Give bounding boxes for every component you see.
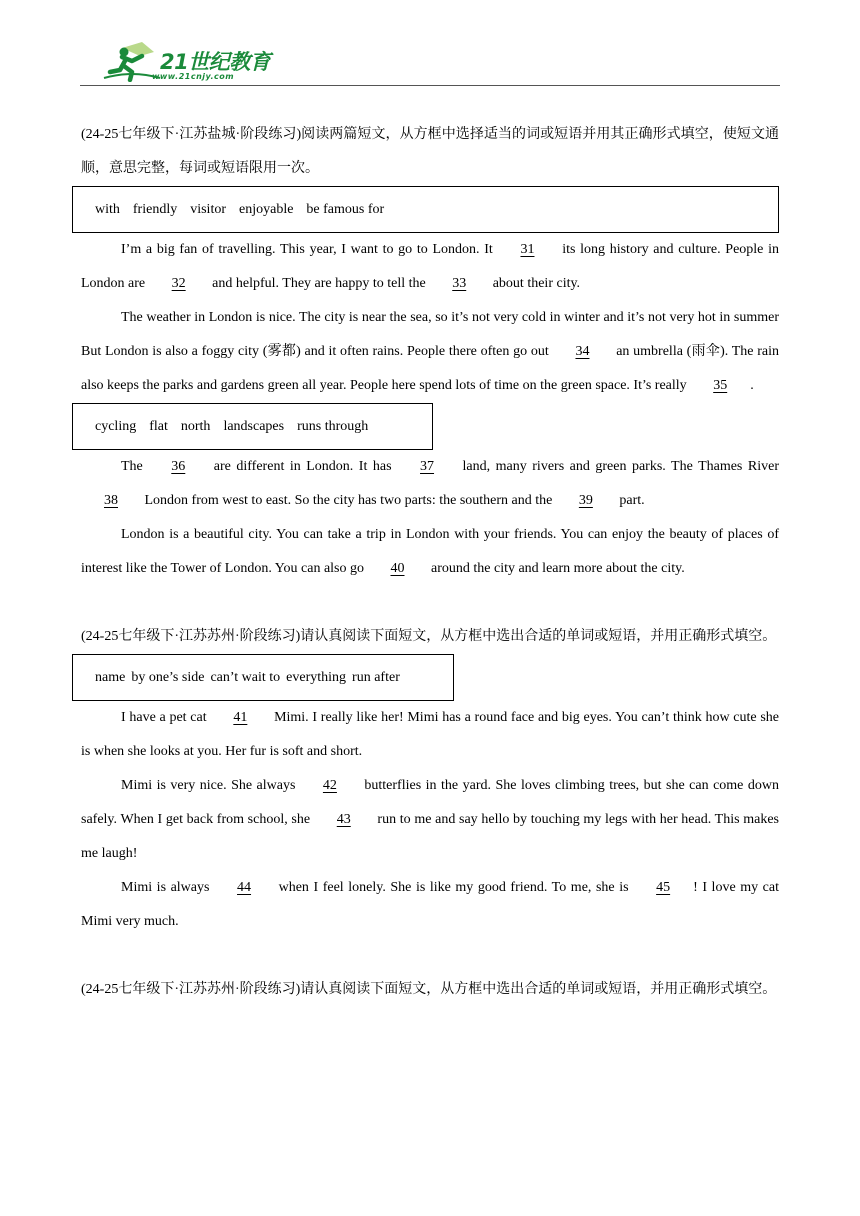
word-box-item: north bbox=[180, 418, 211, 434]
text-run: around the city and learn more about the city. bbox=[427, 561, 685, 576]
paragraph bbox=[81, 701, 779, 769]
text-run: and helpful. They are happy to tell the bbox=[208, 276, 430, 291]
text-run: Mimi. I really like her! Mimi has a round face and big eyes. You can’t think how cute she is when she looks at you. Her fur is soft and short. bbox=[81, 710, 779, 759]
word-box bbox=[72, 186, 779, 233]
answer-blank: 41 bbox=[233, 710, 248, 725]
text-run: Mimi is always bbox=[121, 880, 215, 895]
text-run: I’m a big fan of travelling. This year, I want to go to London. It bbox=[121, 242, 498, 257]
word-box-item: with bbox=[95, 201, 120, 217]
text-run: . bbox=[750, 378, 754, 393]
text-run: butterflies in the yard. She loves climbing trees, but she can come down safely. When I get back from school, she bbox=[81, 778, 779, 827]
answer-blank: 45 bbox=[656, 880, 671, 895]
word-box-item: by one’s side bbox=[131, 669, 205, 685]
text-run: land, many rivers and green parks. The Thames River bbox=[457, 459, 779, 474]
answer-blank: 33 bbox=[452, 276, 467, 291]
text-run: an umbrella (雨伞). The rain also keeps the parks and gardens green all year. People here spend lots of time on the green space. It’s really bbox=[81, 344, 779, 393]
question-source: (24-25七年级下·江苏苏州·阶段练习)请认真阅读下面短文，从方框中选出合适的单词或短语，并用正确形式填空。 bbox=[81, 629, 777, 644]
answer-blank: 35 bbox=[713, 378, 728, 393]
text-run: ! I love my cat Mimi very much. bbox=[81, 880, 779, 929]
document-body bbox=[81, 118, 779, 1007]
word-box bbox=[72, 403, 433, 450]
answer-blank: 31 bbox=[520, 242, 535, 257]
answer-blank: 43 bbox=[336, 812, 351, 827]
word-box-item: landscapes bbox=[223, 418, 285, 434]
text-run: its long history and culture. People in London are bbox=[81, 242, 779, 291]
text-run: London is a beautiful city. You can take a trip in London with your friends. You can enjoy the beauty of places of interest like the Tower of London. You can also go bbox=[81, 527, 779, 576]
word-box-item: runs through bbox=[297, 418, 369, 434]
word-box-item: everything bbox=[286, 669, 347, 685]
answer-blank: 36 bbox=[171, 459, 186, 474]
answer-blank: 34 bbox=[575, 344, 590, 359]
word-box-item: friendly bbox=[132, 201, 178, 217]
paragraph bbox=[81, 233, 779, 301]
answer-blank: 38 bbox=[104, 493, 118, 508]
answer-blank: 44 bbox=[237, 880, 252, 895]
answer-blank: 39 bbox=[578, 493, 593, 508]
page-header bbox=[80, 40, 780, 86]
text-run: about their city. bbox=[489, 276, 581, 291]
logo-url: www.21cnjy.com bbox=[152, 72, 235, 81]
paragraph bbox=[81, 518, 779, 586]
question-source: (24-25七年级下·江苏苏州·阶段练习)请认真阅读下面短文，从方框中选出合适的单词或短语，并用正确形式填空。 bbox=[81, 982, 777, 997]
word-box-item: cycling bbox=[95, 418, 137, 434]
text-run: are different in London. It has bbox=[208, 459, 398, 474]
text-run: run to me and say hello by touching my legs with her head. This makes me laugh! bbox=[81, 812, 779, 861]
text-run: part. bbox=[615, 493, 645, 508]
question-source: (24-25七年级下·江苏盐城·阶段练习)阅读两篇短文，从方框中选择适当的词或短语并用其正确形式填空，使短文通顺，意思完整，每词或短语限用一次。 bbox=[81, 127, 779, 176]
paragraph bbox=[81, 301, 779, 403]
paragraph bbox=[81, 769, 779, 871]
text-run: when I feel lonely. She is like my good friend. To me, she is bbox=[274, 880, 634, 895]
text-run: Mimi is very nice. She always bbox=[121, 778, 300, 793]
text-run: The weather in London is nice. The city is near the sea, so it’s not very cold in winter and it’s not very hot in summer But London is also a foggy city (雾都) and it often rains. People there often go out bbox=[81, 310, 779, 359]
paragraph bbox=[81, 871, 779, 939]
paragraph bbox=[81, 450, 779, 518]
text-run: I have a pet cat bbox=[121, 710, 211, 725]
word-box-item: flat bbox=[149, 418, 168, 434]
answer-blank: 40 bbox=[390, 561, 405, 576]
text-run: London from west to east. So the city has two parts: the southern and the bbox=[141, 493, 556, 508]
word-box-item: enjoyable bbox=[239, 201, 294, 217]
word-box-item: run after bbox=[352, 669, 400, 685]
text-run: The bbox=[121, 459, 149, 474]
word-box-item: name bbox=[95, 669, 126, 685]
answer-blank: 32 bbox=[171, 276, 186, 291]
word-box bbox=[72, 654, 454, 701]
answer-blank: 42 bbox=[322, 778, 337, 793]
word-box-item: be famous for bbox=[306, 201, 385, 217]
answer-blank: 37 bbox=[420, 459, 435, 474]
word-box-item: visitor bbox=[190, 201, 226, 217]
word-box-item: can’t wait to bbox=[210, 669, 281, 685]
site-logo bbox=[102, 40, 292, 84]
logo-text: 21世纪教育 bbox=[160, 50, 271, 74]
